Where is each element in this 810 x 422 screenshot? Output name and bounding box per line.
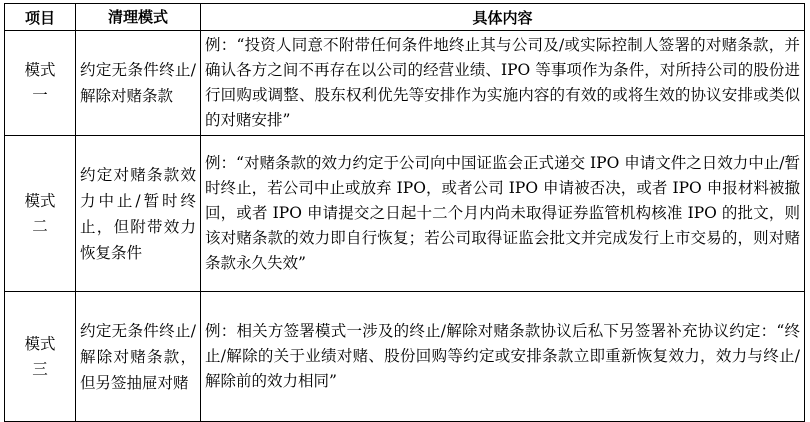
mode-cell: 约定对赌条款效力中止/暂时终止，但附带效力恢复条件 [76, 136, 201, 292]
mode-cell: 约定无条件终止/解除对赌条款，但另签抽屉对赌 [76, 292, 201, 422]
content-cell: 例：“对赌条款的效力约定于公司向中国证监会正式递交 IPO 申请文件之日效力中止/暂时终止，若公司中止或放弃 IPO，或者公司 IPO 申请被否决，或者 IPO 申报材料被撤回，或者 IPO 申请提交之日起十二个月内尚未取得证券监管机构核准 IPO 的批文，则该对赌条款的效力即自行恢复；若公司取得证监会批文并完成发行上市交易的，则对赌条款永久失效” [201, 136, 805, 292]
header-content: 具体内容 [201, 4, 805, 31]
item-label-line1: 模式 [24, 334, 56, 353]
item-cell [5, 292, 76, 422]
item-label-line2: 一 [32, 86, 48, 104]
item-cell [5, 136, 76, 292]
item-label-line2: 二 [32, 216, 48, 235]
content-cell: 例：“投资人同意不附带任何条件地终止其与公司及/或实际控制人签署的对赌条款，并确认各方之间不再存在以公司的经营业绩、IPO 等事项作为条件，对所持公司的股份进行回购或调整、股东权利优先等安排作为实施内容的有效的或将生效的协议安排或类似的对赌安排” [201, 31, 805, 136]
content-cell: 例：相关方签署模式一涉及的终止/解除对赌条款协议后私下另签署补充协议约定：“终止/解除的关于业绩对赌、股份回购等约定或安排条款立即重新恢复效力，效力与终止/解除前的效力相同” [201, 292, 805, 422]
table-row [5, 31, 805, 136]
header-mode: 清理模式 [76, 4, 201, 31]
item-label-line1: 模式 [24, 191, 56, 210]
table-row [5, 292, 805, 422]
item-label-line1: 模式 [24, 61, 56, 79]
header-item: 项目 [5, 4, 76, 31]
table-row [5, 136, 805, 292]
table-header [5, 4, 805, 31]
clearance-mode-table [4, 3, 805, 422]
item-cell [5, 31, 76, 136]
mode-cell: 约定无条件终止/解除对赌条款 [76, 31, 201, 136]
table-body [5, 31, 805, 422]
header-row [5, 4, 805, 31]
item-label-line2: 三 [32, 359, 48, 378]
